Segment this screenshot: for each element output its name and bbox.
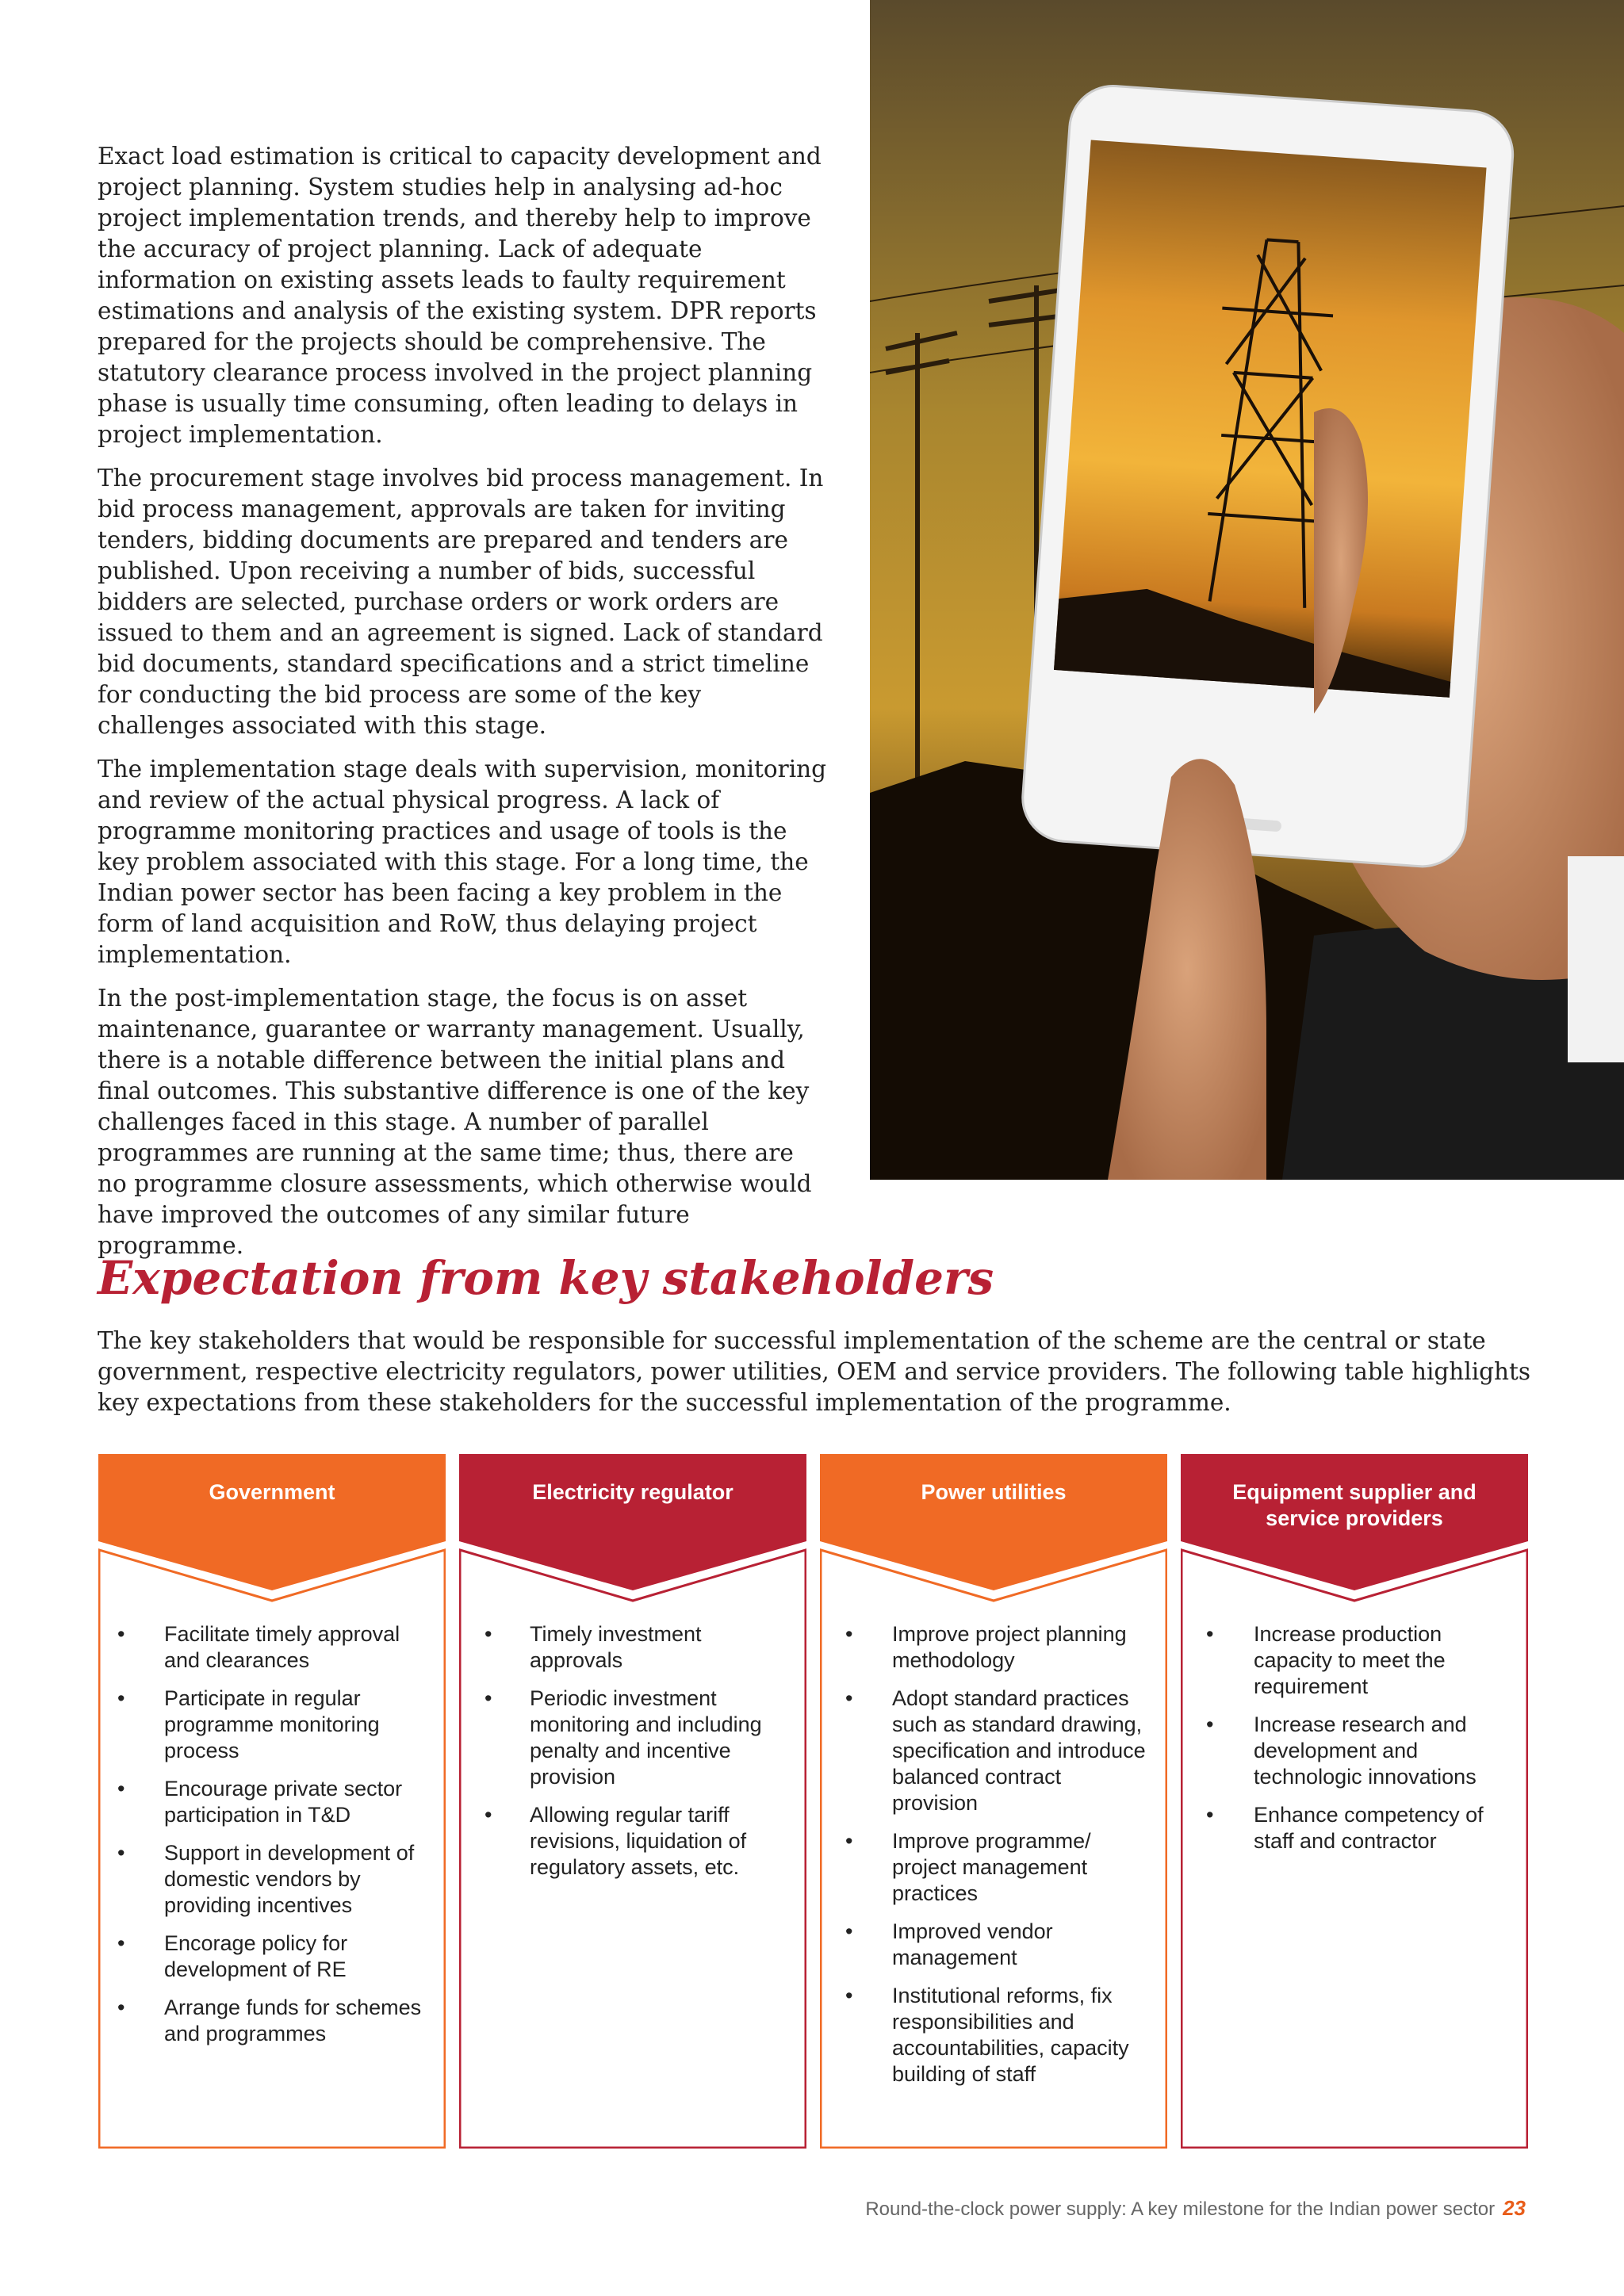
paragraph: Exact load estimation is critical to capacity development and project planning. System studies help in analysing ad-hoc project implementation trends, and thereby help to improve the accuracy of project planning. Lack of adequate information on existing assets leads to faulty requirement estimations and analysis of the existing system. DPR reports prepared for the projects should be comprehensive. The statutory clearance process involved in the project planning phase is usually time consuming, often leading to delays in project implementation. <box>98 143 822 448</box>
page-number: 23 <box>1503 2196 1526 2220</box>
stakeholder-card-electricity-regulator <box>459 1454 806 2149</box>
list-item: • Encorage policy for development of RE <box>98 1931 446 1983</box>
list-item: • Increase research and development and technologic innovations <box>1181 1712 1528 1790</box>
card-heading: Electricity regulator <box>532 1480 733 1504</box>
expectation-list <box>1181 1621 1528 1866</box>
paragraph: The procurement stage involves bid process management. In bid process management, approvals are taken for inviting tenders, bidding documents are prepared and tenders are published. Upon receiving a number of bids, successful bidders are selected, purchase orders or work orders are issued to them and an agreement is signed. Lack of standard bid documents, standard specifications and a strict timeline for conducting the bid process are some of the key challenges associated with this stage. <box>98 465 824 739</box>
list-item: • Improve project planning methodology <box>820 1621 1167 1674</box>
card-heading: Power utilities <box>921 1480 1067 1504</box>
list-item: • Adopt standard practices such as standard drawing, specification and introduce balanced contract provision <box>820 1686 1167 1816</box>
list-item: • Support in development of domestic vendors by providing incentives <box>98 1840 446 1919</box>
list-item: • Improved vendor management <box>820 1919 1167 1971</box>
paragraph: In the post-implementation stage, the focus is on asset maintenance, guarantee or warranty management. Usually, there is a notable difference between the initial plans and final outcomes. This substantive difference is one of the key challenges faced in this stage. A number of parallel programmes are running at the same time; thus, there are no programme closure assessments, which otherwise would have improved the outcomes of any similar future programme. <box>98 985 812 1259</box>
footer-text: Round-the-clock power supply: A key milestone for the Indian power sector <box>865 2198 1496 2220</box>
stakeholder-card-equipment-supplier <box>1181 1454 1528 2149</box>
list-item: • Encourage private sector participation in T&D <box>98 1776 446 1828</box>
section-intro: The key stakeholders that would be responsible for successful implementation of the scheme are the central or state government, respective electricity regulators, power utilities, OEM and service providers. The following table highlights key expectations from these stakeholders for the successful implementation of the programme. <box>98 1327 1531 1416</box>
card-heading: Equipment supplier and service providers <box>1232 1480 1477 1530</box>
stakeholder-card-government <box>98 1454 446 2149</box>
expectation-list <box>98 1621 446 2059</box>
list-item: • Periodic investment monitoring and including penalty and incentive provision <box>459 1686 806 1790</box>
list-item: • Improve programme/ project management practices <box>820 1828 1167 1907</box>
list-item: • Participate in regular programme monitoring process <box>98 1686 446 1764</box>
list-item: • Facilitate timely approval and clearances <box>98 1621 446 1674</box>
stakeholder-card-power-utilities <box>820 1454 1167 2149</box>
expectation-list <box>459 1621 806 1892</box>
expectation-list <box>820 1621 1167 2099</box>
smartphone-photo <box>870 0 1624 1180</box>
list-item: • Timely investment approvals <box>459 1621 806 1674</box>
list-item: • Increase production capacity to meet the requirement <box>1181 1621 1528 1700</box>
paragraph: The implementation stage deals with supervision, monitoring and review of the actual physical progress. A lack of programme monitoring practices and usage of tools is the key problem associated with this stage. For a long time, the Indian power sector has been facing a key problem in the form of land acquisition and RoW, thus delaying project implementation. <box>98 756 827 968</box>
list-item: • Institutional reforms, fix responsibilities and accountabilities, capacity building of staff <box>820 1983 1167 2087</box>
section-title: Expectation from key stakeholders <box>98 1251 994 1305</box>
body-text <box>98 141 827 1274</box>
list-item: • Arrange funds for schemes and programmes <box>98 1995 446 2047</box>
list-item: • Allowing regular tariff revisions, liquidation of regulatory assets, etc. <box>459 1802 806 1881</box>
list-item: • Enhance competency of staff and contractor <box>1181 1802 1528 1854</box>
page-footer <box>865 2196 1526 2221</box>
card-heading: Government <box>209 1480 335 1504</box>
